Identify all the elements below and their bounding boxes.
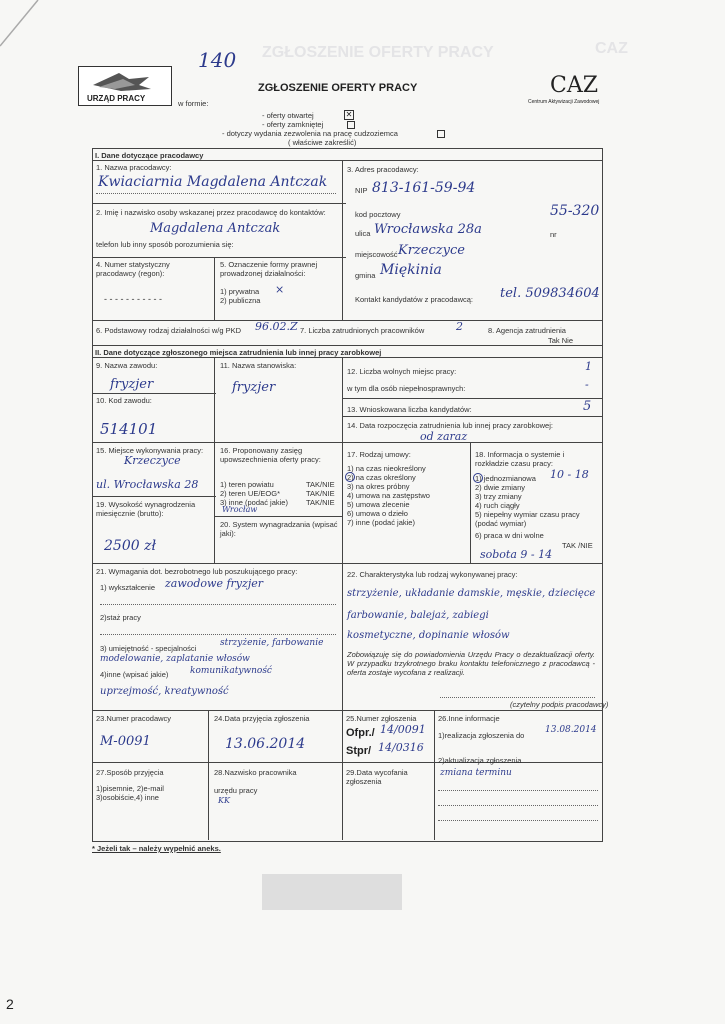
street-label: ulica xyxy=(355,229,371,238)
salary-label: 19. Wysokość wynagrodzenia miesięcznie (brutto): xyxy=(96,500,196,518)
update-value[interactable]: zmiana terminu xyxy=(440,768,512,778)
intake-method-options[interactable]: 1)pisemnie, 2)e-mail 3)osobiście,4) inne xyxy=(96,784,164,802)
ofpr-value[interactable]: 14/0091 xyxy=(380,723,426,736)
section1-title: I. Dane dotyczące pracodawcy xyxy=(95,151,204,160)
watermark-text: CAZ xyxy=(595,40,628,57)
skills-label: 3) umiejętność - specjalności xyxy=(100,644,197,653)
regon-value[interactable]: - - - - - - - - - - - xyxy=(104,294,162,304)
update-label: 2)aktualizacja zgłoszenia xyxy=(438,756,522,765)
legal-form-public[interactable]: 2) publiczna xyxy=(220,296,261,305)
intake-method-label: 27.Sposób przyjęcia xyxy=(96,768,164,777)
logo-text: URZĄD PRACY xyxy=(87,94,146,103)
candidate-contact-label: Kontakt kandydatów z pracodawcą: xyxy=(355,295,473,304)
staff-name-value[interactable]: KK xyxy=(218,796,230,805)
pay-system-label: 20. System wynagradzania (wpisać jaki): xyxy=(220,520,338,538)
page-title: ZGŁOSZENIE OFERTY PRACY xyxy=(258,82,418,94)
candidates-label: 13. Wnioskowana liczba kandydatów: xyxy=(347,405,472,414)
workplace-label: 15. Miejsce wykonywania pracy: xyxy=(96,446,204,455)
schedule-saturday-value[interactable]: sobota 9 - 14 xyxy=(480,548,553,561)
municipality-value[interactable]: Miękinia xyxy=(380,262,442,278)
page-fold-icon xyxy=(0,0,40,50)
valid-until-value[interactable]: 13.08.2014 xyxy=(545,725,597,735)
schedule-taknie[interactable]: TAK /NIE xyxy=(562,541,593,550)
watermark-text: ZGŁOSZENIE OFERTY PRACY xyxy=(262,44,494,61)
skills-value-2[interactable]: modelowanie, zaplatanie włosów xyxy=(100,654,250,664)
job-description-value-1[interactable]: strzyżenie, układanie damskie, męskie, dziecięce xyxy=(347,588,596,599)
requirements-label: 21. Wymagania dot. bezrobotnego lub poszukującego pracy: xyxy=(96,567,298,576)
offer-number-label: 25.Numer zgłoszenia xyxy=(346,714,417,723)
agency-options[interactable]: Tak Nie xyxy=(548,336,574,345)
postal-code-label: kod pocztowy xyxy=(355,210,401,219)
logo-arrows-icon xyxy=(79,69,169,95)
employees-value[interactable]: 2 xyxy=(456,320,463,333)
withdrawal-date-label: 29.Data wycofania zgłoszenia xyxy=(346,768,408,786)
dissemination-label: 16. Proponowany zasięg upowszechnienia oferty pracy: xyxy=(220,446,321,464)
candidates-value[interactable]: 5 xyxy=(583,399,592,414)
employees-label: 7. Liczba zatrudnionych pracowników xyxy=(300,326,425,335)
town-value[interactable]: Krzeczyce xyxy=(398,243,465,258)
employer-address-label: 3. Adres pracodawcy: xyxy=(347,165,419,174)
employer-number-label: 23.Numer pracodawcy xyxy=(96,714,172,723)
skills-value[interactable]: strzyżenie, farbowanie xyxy=(220,638,324,648)
schedule-selected-circle xyxy=(473,473,483,483)
caz-subtitle: Centrum Aktywizacji Zawodowej xyxy=(528,99,600,105)
start-date-value[interactable]: od zaraz xyxy=(420,430,468,443)
education-value[interactable]: zawodowe fryzjer xyxy=(165,577,263,590)
disabled-vacancies-label: w tym dla osób niepełnosprawnych: xyxy=(347,384,466,393)
stpr-label: Stpr/ xyxy=(346,745,372,757)
pkd-label: 6. Podstawowy rodzaj działalności w/g PKD xyxy=(96,326,242,335)
contract-option-5[interactable]: 5) umowa zlecenie xyxy=(347,500,410,509)
contract-option-6[interactable]: 6) umowa o dzieło xyxy=(347,509,408,518)
other-info-label: 26.Inne informacje xyxy=(438,714,500,723)
job-description-label: 22. Charakterystyka lub rodzaj wykonywanej pracy: xyxy=(347,570,518,579)
contract-option-2[interactable]: 2) na czas określony xyxy=(347,473,416,482)
page-number: 2 xyxy=(6,996,14,1012)
employer-name-label: 1. Nazwa pracodawcy: xyxy=(96,163,172,172)
job-description-value-2[interactable]: farbowanie, balejaż, zabiegi xyxy=(347,610,489,621)
nip-value[interactable]: 813-161-59-94 xyxy=(372,180,476,196)
dissemination-other-taknie[interactable]: TAK/NIE xyxy=(306,498,335,507)
legal-form-label: 5. Oznaczenie formy prawnej prowadzonej działalności: xyxy=(220,260,318,278)
pkd-value[interactable]: 96.02.Z xyxy=(255,320,298,333)
salary-value[interactable]: 2500 zł xyxy=(104,538,156,554)
schedule-hours-value[interactable]: 10 - 18 xyxy=(550,468,589,481)
dissemination-other-value[interactable]: Wrocław xyxy=(222,505,258,514)
start-date-label: 14. Data rozpoczęcia zatrudnienia lub innej pracy zarobkowej: xyxy=(347,421,553,430)
disabled-vacancies-value[interactable]: - xyxy=(585,378,589,391)
town-label: miejscowość xyxy=(355,250,398,259)
contract-option-7[interactable]: 7) inne (podać jakie) xyxy=(347,518,415,527)
dissemination-county-taknie[interactable]: TAK/NIE xyxy=(306,480,335,489)
receipt-date-label: 24.Data przyjęcia zgłoszenia xyxy=(214,714,310,723)
valid-until-label: 1)realizacja zgłoszenia do xyxy=(438,731,525,740)
dissemination-county: 1) teren powiatu xyxy=(220,480,274,489)
position-value[interactable]: fryzjer xyxy=(232,380,276,395)
candidate-contact-value[interactable]: tel. 509834604 xyxy=(500,286,600,301)
contact-person-label: 2. Imię i nazwisko osoby wskazanej przez pracodawcę do kontaktów: xyxy=(96,208,326,217)
option-foreigner-permit: - dotyczy wydania zezwolenia na pracę cudzoziemca xyxy=(222,129,398,138)
obligation-note: Zobowiązuję się do powiadomienia Urzędu Pracy o dezaktualizacji oferty. W przypadku trzykrotnego braku kontaktu telefonicznego z pracodawcą - oferta zostaje wycofana z realizacji. xyxy=(347,650,595,677)
annotation-number: 140 xyxy=(198,48,237,72)
option-closed-offer: - oferty zamkniętej xyxy=(262,120,324,129)
contract-option-3[interactable]: 3) na okres próbny xyxy=(347,482,410,491)
contract-type-label: 17. Rodzaj umowy: xyxy=(347,450,411,459)
profession-code-label: 10. Kod zawodu: xyxy=(96,396,152,405)
footnote: * Jeżeli tak – należy wypełnić aneks. xyxy=(92,844,221,853)
phone-label: telefon lub inny sposób porozumienia się: xyxy=(96,240,234,249)
schedule-option-4[interactable]: 4) ruch ciągły xyxy=(475,501,520,510)
street-value[interactable]: Wrocławska 28a xyxy=(374,222,482,237)
signature-label: (czytelny podpis pracodawcy) xyxy=(510,700,609,709)
contract-option-4[interactable]: 4) umowa na zastępstwo xyxy=(347,491,430,500)
agency-label: 8. Agencja zatrudnienia xyxy=(488,326,566,335)
dissemination-other: 3) inne (podać jakie) xyxy=(220,498,288,507)
other-requirements-value[interactable]: komunikatywność xyxy=(190,666,272,676)
workplace-value-2[interactable]: ul. Wrocławska 28 xyxy=(96,478,199,491)
postal-code-value[interactable]: 55-320 xyxy=(550,203,600,219)
education-label: 1) wykształcenie xyxy=(100,583,156,592)
job-description-value-3[interactable]: kosmetyczne, dopinanie włosów xyxy=(347,630,510,641)
stamp-image xyxy=(262,874,402,910)
staff-office-label: urzędu pracy xyxy=(214,786,258,795)
contract-option-1[interactable]: 1) na czas nieokreślony xyxy=(347,464,426,473)
section2-title: II. Dane dotyczące zgłoszonego miejsca zatrudnienia lub innej pracy zarobkowej xyxy=(95,348,382,357)
schedule-option-5[interactable]: 5) niepełny wymiar czasu pracy (podać wymiar) xyxy=(475,510,580,528)
caz-logo: CAZ xyxy=(550,73,599,98)
other-requirements-value-2[interactable]: uprzejmość, kreatywność xyxy=(100,686,229,697)
employer-number-value[interactable]: M-0091 xyxy=(100,734,151,749)
receipt-date-value[interactable]: 13.06.2014 xyxy=(225,736,306,752)
checkbox-foreigner-permit[interactable] xyxy=(437,130,445,138)
contract-selected-circle xyxy=(345,472,355,482)
legal-form-mark: × xyxy=(275,283,285,296)
dissemination-eu-taknie[interactable]: TAK/NIE xyxy=(306,489,335,498)
schedule-option-1[interactable]: 1) jednozmianowa xyxy=(475,474,536,483)
stpr-value[interactable]: 14/0316 xyxy=(378,741,424,754)
dissemination-eu: 2) teren UE/EOG* xyxy=(220,489,281,498)
urzad-pracy-logo xyxy=(78,66,172,106)
regon-label: 4. Numer statystyczny pracodawcy (regon): xyxy=(96,260,170,278)
profession-value[interactable]: fryzjer xyxy=(110,377,154,392)
work-schedule-label: 18. Informacja o systemie i rozkładzie czasu pracy: xyxy=(475,450,565,468)
house-number-label: nr xyxy=(550,230,557,239)
contact-person-value[interactable]: Magdalena Antczak xyxy=(150,221,281,236)
vacancies-value[interactable]: 1 xyxy=(585,360,592,373)
checkbox-closed-offer[interactable] xyxy=(347,121,355,129)
checkbox-open-offer[interactable]: ✕ xyxy=(345,110,353,119)
schedule-option-3[interactable]: 3) trzy zmiany xyxy=(475,492,522,501)
employer-name-value[interactable]: Kwiaciarnia Magdalena Antczak xyxy=(98,174,328,190)
schedule-option-2[interactable]: 2) dwie zmiany xyxy=(475,483,526,492)
position-label: 11. Nazwa stanowiska: xyxy=(220,361,297,370)
w-formie-label: w formie: xyxy=(178,99,209,108)
vacancies-label: 12. Liczba wolnych miejsc pracy: xyxy=(347,367,457,376)
option-hint: ( właściwe zakreślić) xyxy=(288,138,357,147)
option-open-offer: - oferty otwartej xyxy=(262,111,314,120)
other-requirements-label: 4)inne (wpisać jakie) xyxy=(100,670,169,679)
profession-code-value[interactable]: 514101 xyxy=(100,420,158,438)
schedule-option-6[interactable]: 6) praca w dni wolne xyxy=(475,531,544,540)
nip-label: NIP xyxy=(355,186,368,195)
profession-label: 9. Nazwa zawodu: xyxy=(96,361,158,370)
municipality-label: gmina xyxy=(355,271,376,280)
staff-name-label: 28.Nazwisko pracownika xyxy=(214,768,297,777)
experience-label: 2)staż pracy xyxy=(100,613,141,622)
ofpr-label: Ofpr./ xyxy=(346,727,375,739)
legal-form-private[interactable]: 1) prywatna xyxy=(220,287,260,296)
workplace-value[interactable]: Krzeczyce xyxy=(124,454,181,467)
